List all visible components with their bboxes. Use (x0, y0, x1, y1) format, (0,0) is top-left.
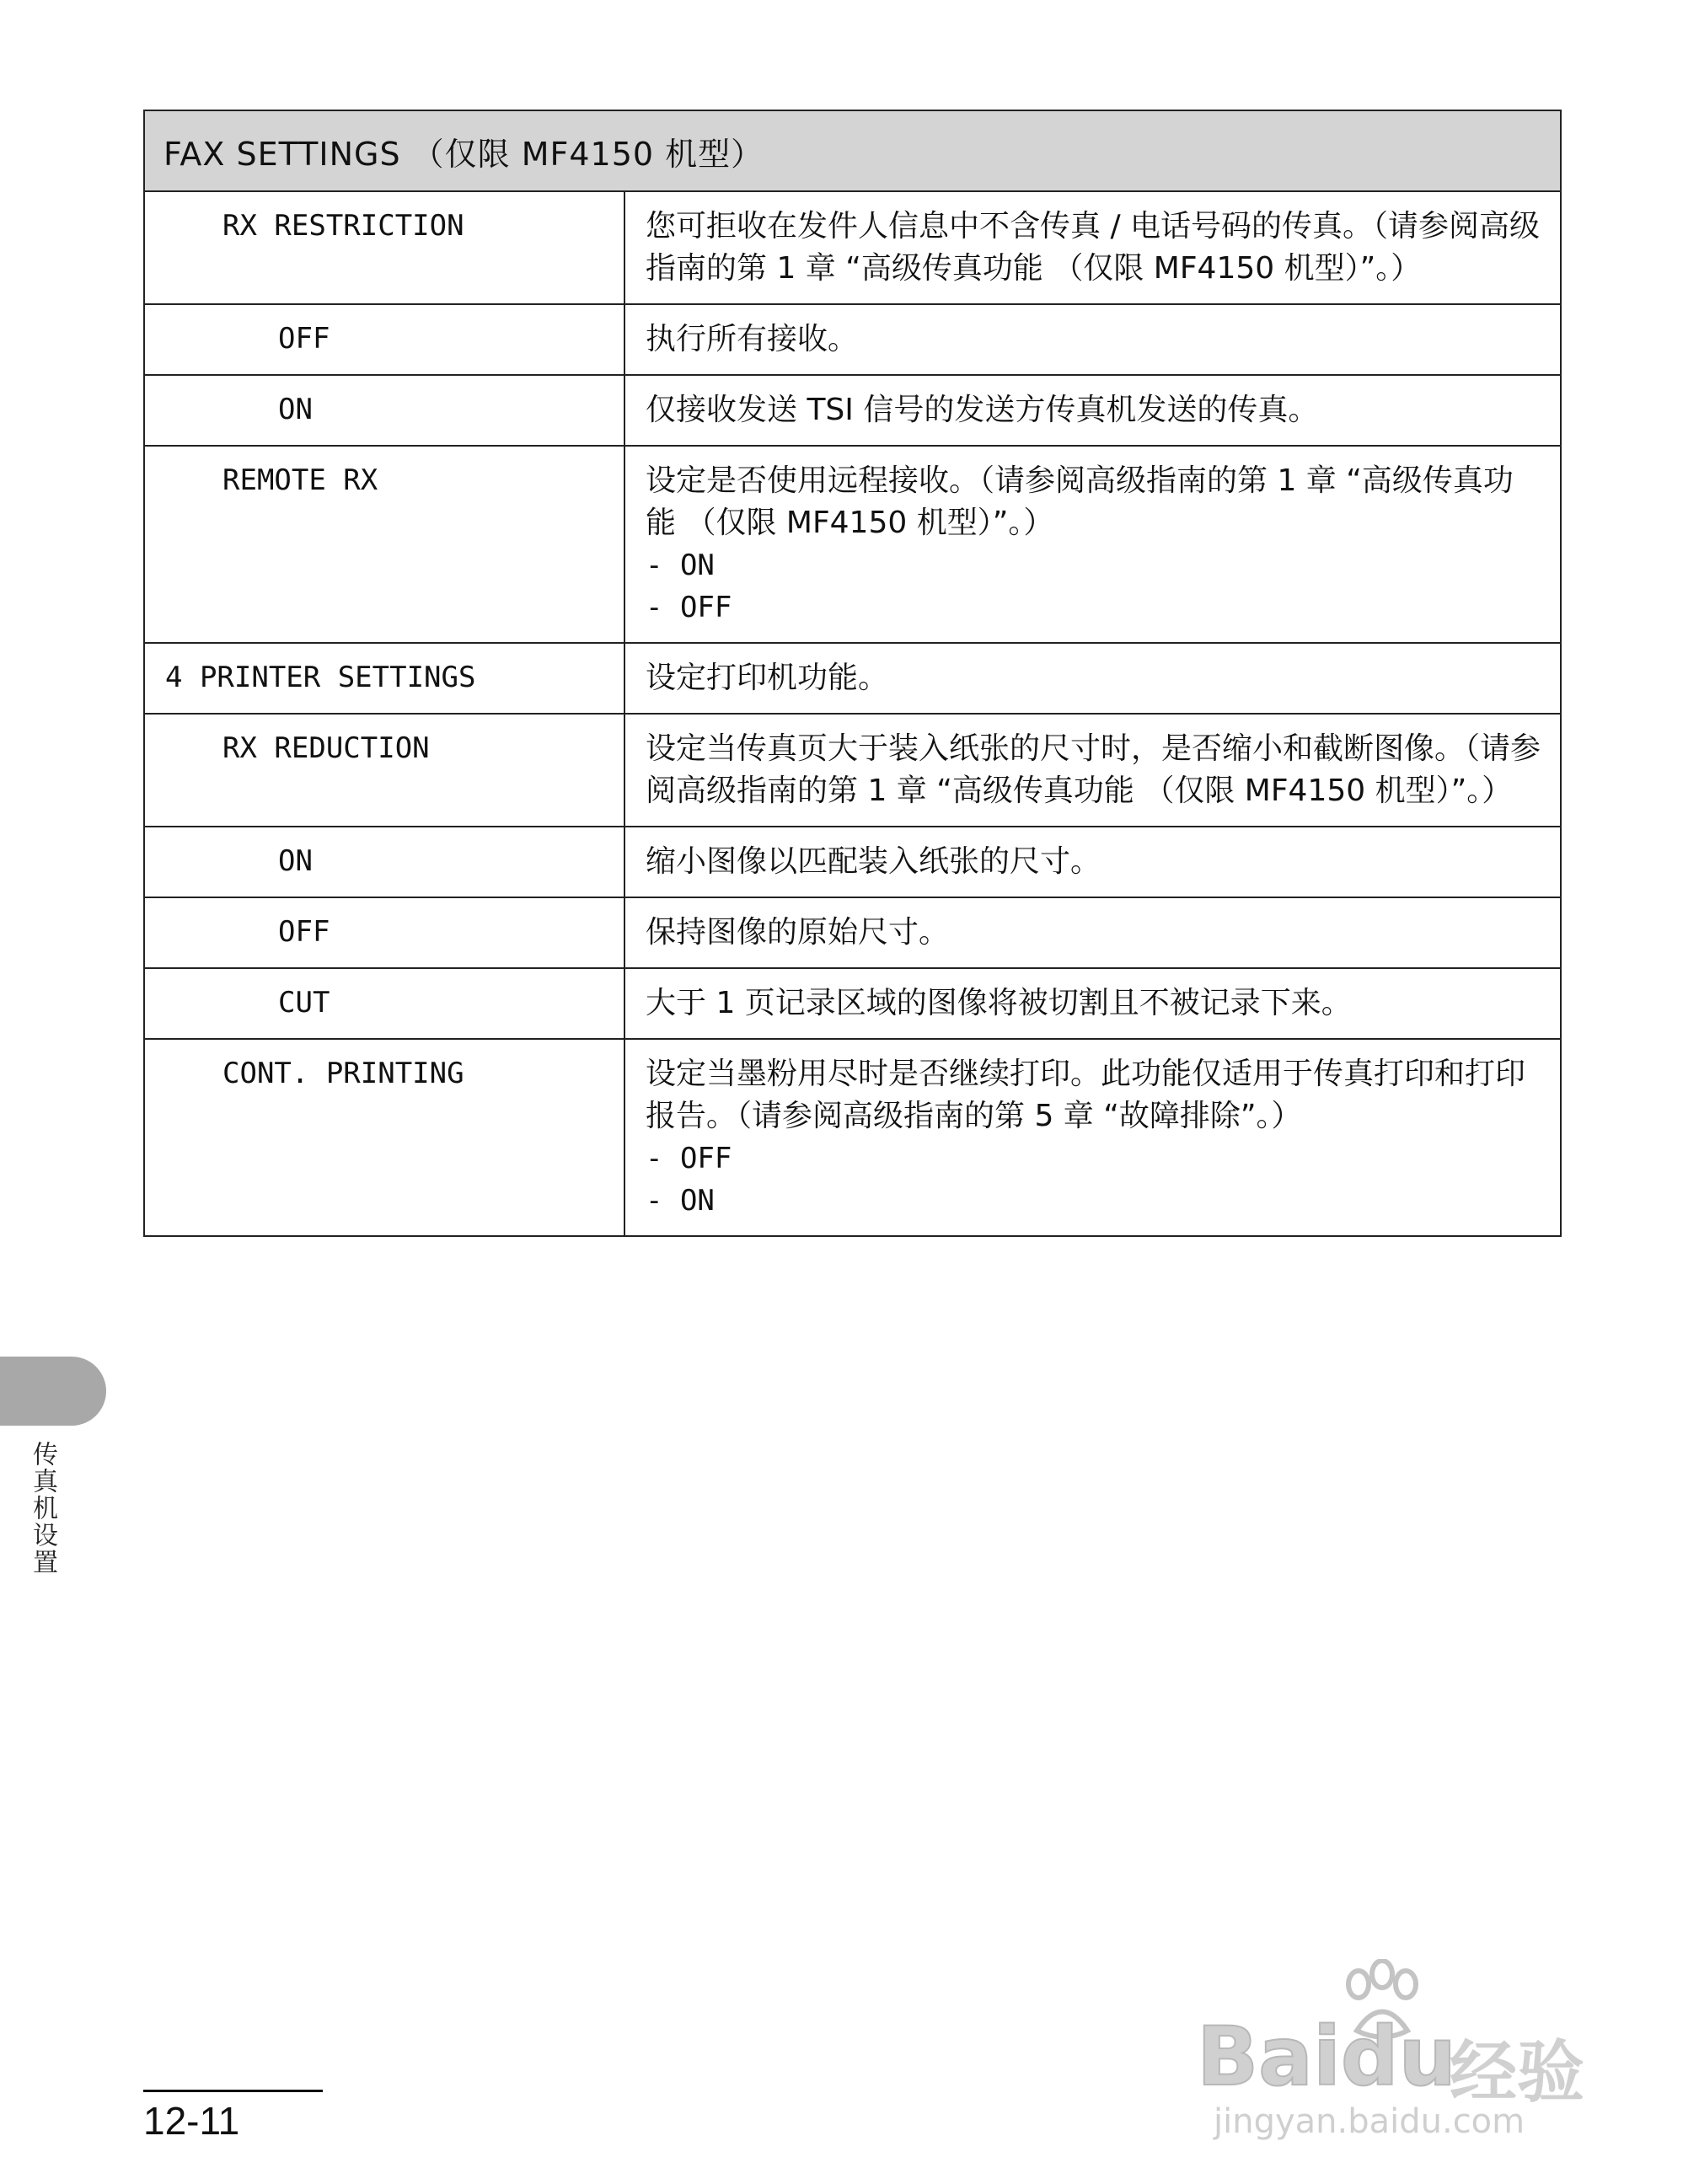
setting-name: REMOTE RX (144, 446, 624, 643)
table-row (144, 897, 1561, 968)
description-text: 仅接收发送 TSI 信号的发送方传真机发送的传真。 (646, 393, 1319, 427)
table-row (144, 643, 1561, 714)
chapter-side-label: 传真机设置 (28, 1441, 57, 1576)
table-row (144, 446, 1561, 643)
table-row (144, 304, 1561, 375)
table-row (144, 375, 1561, 446)
setting-description (624, 375, 1561, 446)
description-text: 设定是否使用远程接收。（请参阅高级指南的第 1 章 “高级传真功能 （仅限 MF4150 机型）”。） (646, 463, 1514, 540)
setting-name: ON (144, 375, 624, 446)
description-text: 缩小图像以匹配装入纸张的尺寸。 (646, 844, 1101, 879)
option-item: - OFF (646, 591, 732, 624)
description-text: 设定打印机功能。 (646, 661, 889, 695)
setting-name: CONT. PRINTING (144, 1039, 624, 1236)
option-item: - ON (646, 549, 715, 582)
description-text: 设定当墨粉用尽时是否继续打印。此功能仅适用于传真打印和打印报告。（请参阅高级指南的第 5 章 “故障排除”。） (646, 1057, 1526, 1133)
footer-rule (143, 2090, 323, 2092)
setting-description (624, 827, 1561, 897)
table-title: FAX SETTINGS （仅限 MF4150 机型） (144, 110, 1561, 191)
setting-description (624, 446, 1561, 643)
setting-name: ON (144, 827, 624, 897)
setting-name: CUT (144, 968, 624, 1039)
table-header-row (144, 110, 1561, 191)
option-item: - ON (646, 1184, 715, 1218)
setting-name: RX REDUCTION (144, 714, 624, 827)
setting-description (624, 643, 1561, 714)
table-row (144, 827, 1561, 897)
setting-description (624, 714, 1561, 827)
fax-settings-table (143, 110, 1562, 1237)
watermark-brand-end: du (1340, 2010, 1456, 2104)
setting-name: RX RESTRICTION (144, 191, 624, 304)
table-row (144, 968, 1561, 1039)
description-text: 您可拒收在发件人信息中不含传真 / 电话号码的传真。（请参阅高级指南的第 1 章 “高级传真功能 （仅限 MF4150 机型）”。） (646, 209, 1541, 286)
setting-description (624, 968, 1561, 1039)
watermark-url: jingyan.baidu.com (1214, 2102, 1525, 2141)
setting-description (624, 304, 1561, 375)
baidu-watermark (1197, 1959, 1618, 2141)
watermark-brand-start: Bai (1197, 2010, 1341, 2104)
table-row (144, 191, 1561, 304)
setting-name: 4 PRINTER SETTINGS (144, 643, 624, 714)
description-text: 执行所有接收。 (646, 322, 859, 356)
setting-description (624, 897, 1561, 968)
page-number: 12-11 (143, 2099, 240, 2143)
description-text: 大于 1 页记录区域的图像将被切割且不被记录下来。 (646, 986, 1352, 1020)
setting-name: OFF (144, 897, 624, 968)
watermark-brand (1197, 2010, 1456, 2104)
table-row (144, 1039, 1561, 1236)
description-text: 设定当传真页大于装入纸张的尺寸时，是否缩小和截断图像。（请参阅高级指南的第 1 章 “高级传真功能 （仅限 MF4150 机型）”。） (646, 731, 1541, 808)
setting-description (624, 1039, 1561, 1236)
setting-name: OFF (144, 304, 624, 375)
setting-description (624, 191, 1561, 304)
table-row (144, 714, 1561, 827)
option-item: - OFF (646, 1142, 732, 1175)
watermark-brand-cn: 经验 (1450, 2033, 1584, 2112)
description-text: 保持图像的原始尺寸。 (646, 915, 950, 950)
chapter-side-tab (0, 1357, 106, 1426)
